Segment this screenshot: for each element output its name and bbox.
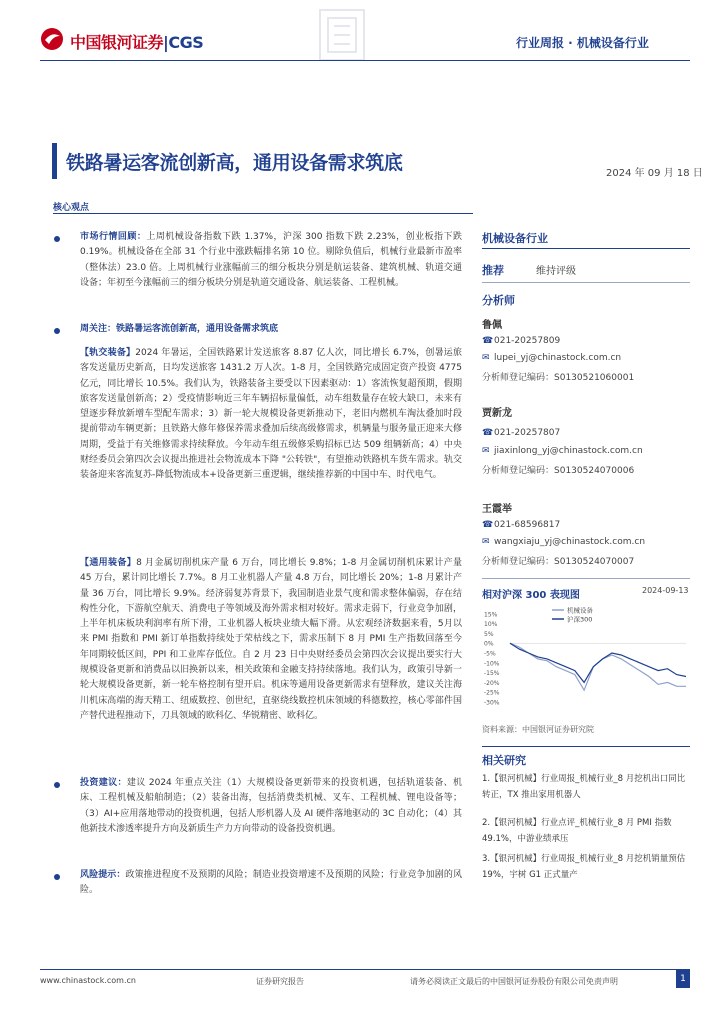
general-equipment-heading: 【通用装备】 bbox=[80, 558, 137, 568]
sidebar-divider bbox=[482, 282, 690, 283]
investment-advice-paragraph bbox=[80, 776, 462, 837]
analyst-reg: 分析师登记编码：S0130521060001 bbox=[482, 373, 635, 383]
analyst-phone: ☎021-68596817 bbox=[482, 520, 561, 530]
analyst-email[interactable]: ✉ jiaxinlong_yj@chinastock.com.cn bbox=[482, 446, 643, 456]
weekly-focus-heading: 周关注：铁路暑运客流创新高，通用设备需求筑底 bbox=[80, 324, 279, 334]
bullet-icon bbox=[54, 782, 60, 788]
section-label: 核心观点 bbox=[53, 203, 90, 213]
bullet-icon bbox=[54, 874, 60, 880]
general-equipment-text: 8 月金属切削机床产量 6 万台，同比增长 9.8%；1-8 月金属切削机床累计产量 45 万台，累计同比增长 7.7%。8 月工业机器人产量 4.8 万台，同比增长 20%；1-8 月累计产量 36 万台，同比增长 9.9%。经济弱复苏背景下，我国制造业景气度和需求整体偏弱，存在结构性分化，下游航空航天、消费电子等领域及海外需求相对较好。需求走弱下，行业竞争加剧，上半年机床板块利润率有所下滑，工业机器人板块业绩大幅下滑。从宏观经济数据来看，5月以来 PMI 指数和 PMI 新订单指数持续处于荣枯线之下，需求压制下 8 月 PMI 生产指数回落至今年同期较低区间，PPI 和工业库存低位。自 2 月 23 日中央财经委员会第四次会议提出要实行大规模设备更新和消费品以旧换新以来，相关政策和金融支持持续落地。我们认为，政策引导新一轮大规模设备更新，新一轮车格控制有望开启。机床等通用设备更新需求有望释放，建议关注海川机床高端的海天精工、纽威数控、创世纪，直驱绕线数控机床领域的科德数控，核心零部件国产替代进程推动下，刀具领域的欧科亿、华锐精密、欧科亿。 bbox=[80, 558, 462, 721]
phone-icon: ☎ bbox=[482, 336, 494, 346]
brand-logo-icon bbox=[40, 27, 64, 51]
sidebar-divider bbox=[482, 248, 690, 249]
analyst-name: 鲁佩 bbox=[482, 320, 502, 331]
investment-advice-text: 建议 2024 年重点关注（1）大规模设备更新带来的投资机遇，包括轨道装备、机床、工程机械及船舶制造；（2）装备出海，包括消费类机械、叉车、工程机械、锂电设备等；（3）AI+应用落地带动的投资机遇，包括人形机器人及 AI 硬件落地驱动的 3C 自动化；（4）其他新技术渗透率提升方向及新质生产力方向带动的设备投资机遇。 bbox=[80, 778, 462, 834]
analyst-email[interactable]: ✉ wangxiaju_yj@chinastock.com.cn bbox=[482, 537, 646, 547]
page-title: 铁路暑运客流创新高，通用设备需求筑底 bbox=[66, 152, 403, 174]
brand-logo-separator: | bbox=[163, 33, 169, 52]
footer-disclaimer: 请务必阅读正文最后的中国银河证券股份有限公司免责声明 bbox=[410, 977, 618, 986]
market-review-paragraph bbox=[80, 230, 462, 291]
sidebar-divider bbox=[482, 746, 690, 747]
legend-label: 机械设备 bbox=[567, 606, 593, 615]
report-type: 行业周报 · 机械设备行业 bbox=[516, 36, 649, 50]
report-date: 2024 年 09 月 18 日 bbox=[606, 168, 703, 179]
rail-equipment-paragraph bbox=[80, 346, 462, 484]
performance-chart bbox=[482, 598, 690, 710]
series-line-机械设备 bbox=[510, 643, 686, 690]
y-tick-label: 15% bbox=[484, 611, 498, 619]
analyst-reg: 分析师登记编码：S0130524070007 bbox=[482, 557, 635, 567]
title-accent-bar bbox=[52, 143, 57, 179]
legend-label: 沪深300 bbox=[567, 615, 593, 624]
bullet-icon bbox=[54, 236, 60, 242]
page-number: 1 bbox=[676, 970, 690, 988]
market-review-heading: 市场行情回顾： bbox=[80, 232, 147, 242]
brand-logo-name: 中国银河证券 bbox=[70, 33, 164, 52]
y-tick-label: -5% bbox=[484, 650, 496, 658]
related-title: 相关研究 bbox=[482, 754, 526, 767]
brand-logo bbox=[70, 30, 203, 53]
chart-source: 资料来源：中国银河证券研究院 bbox=[482, 725, 594, 734]
mail-icon: ✉ bbox=[482, 446, 490, 456]
y-tick-label: 5% bbox=[484, 630, 494, 638]
footer-website[interactable]: www.chinastock.com.cn bbox=[40, 976, 136, 985]
y-tick-label: 10% bbox=[484, 621, 498, 629]
analyst-section-title: 分析师 bbox=[482, 294, 515, 307]
rating-value: 维持评级 bbox=[536, 266, 576, 277]
rail-equipment-text: 2024 年暑运，全国铁路累计发送旅客 8.87 亿人次，同比增长 6.7%，创暑运旅客发送量历史新高，日均发送旅客 1431.2 万人次。1-8 月，全国铁路完成固定资产投资 4775 亿元，同比增长 10.5%。我们认为，铁路装备主要受以下因素驱动：1）客流恢复超预期，假期旅客发送量创新高；2）受疫情影响近三年车辆招标量偏低，动车组数量存在较大缺口，未来有望逐步释放新增车型配车需求；3）新一轮大规模设备更新推动下，老旧内燃机车淘汰叠加时段提前带动车辆更新；且铁路大修年修保养需求叠加后续高级修需求，机辆量与服务量正迎来大修周期，受益于有关维修需求持续释放。今年动车组五级修采购招标已达 509 组辆新高；4）中央财经委员会第四次会议提出推进社会物流成本下降 "公转铁"，有望推动铁路机车货车需求。轨交装备迎来客流复苏-降低物流成本+设备更新三重逻辑，继续推荐新的中国中车、时代电气。 bbox=[80, 348, 462, 481]
industry-title: 机械设备行业 bbox=[482, 232, 548, 245]
related-item[interactable]: 2.【银河机械】行业点评_机械行业_8 月 PMI 指数 49.1%，中游业绩承压 bbox=[482, 818, 672, 844]
rating-label: 推荐 bbox=[482, 264, 504, 277]
phone-icon: ☎ bbox=[482, 520, 494, 530]
analyst-email[interactable]: ✉ lupei_yj@chinastock.com.cn bbox=[482, 353, 622, 363]
related-item[interactable]: 3.【银河机械】行业周报_机械行业_8 月挖机销量预估 19%，宇树 G1 正式量产 bbox=[482, 854, 686, 880]
market-review-text: 上周机械设备指数下跌 1.37%，沪深 300 指数下跌 2.23%，创业板指下跌 0.19%。机械设备在全部 31 个行业中涨跌幅排名第 10 位。剔除负值后，机械行业最新市盈率（整体法）23.0 倍。上周机械行业涨幅前三的细分板块分别是航运装备、建筑机械、轨道交通设备；年初至今涨幅前三的细分板块分别是轨道交通设备、航运装备、工程机械。 bbox=[80, 232, 462, 288]
rail-equipment-heading: 【轨交装备】 bbox=[80, 348, 136, 358]
header-divider bbox=[40, 60, 690, 61]
footer-center: 证券研究报告 bbox=[256, 977, 304, 986]
y-tick-label: 0% bbox=[484, 640, 494, 648]
analyst-reg: 分析师登记编码：S0130524070006 bbox=[482, 466, 635, 476]
general-equipment-paragraph bbox=[80, 556, 462, 724]
y-tick-label: -10% bbox=[484, 660, 500, 668]
y-tick-label: -20% bbox=[484, 679, 500, 687]
y-tick-label: -30% bbox=[484, 699, 500, 707]
section-divider bbox=[53, 213, 473, 214]
analyst-name: 贾新龙 bbox=[482, 408, 512, 419]
sidebar-divider bbox=[482, 578, 690, 579]
analyst-phone: ☎021-20257809 bbox=[482, 336, 561, 346]
risk-warning-paragraph bbox=[80, 868, 462, 899]
y-tick-label: -25% bbox=[484, 689, 500, 697]
analyst-phone: ☎021-20257807 bbox=[482, 428, 561, 438]
mail-icon: ✉ bbox=[482, 353, 490, 363]
risk-warning-heading: 风险提示： bbox=[80, 870, 126, 880]
series-line-沪深300 bbox=[510, 643, 686, 682]
bullet-icon bbox=[54, 328, 60, 334]
risk-warning-text: 政策推进程度不及预期的风险；制造业投资增速不及预期的风险；行业竞争加剧的风险。 bbox=[80, 870, 462, 896]
investment-advice-heading: 投资建议： bbox=[80, 778, 127, 788]
phone-icon: ☎ bbox=[482, 428, 494, 438]
brand-logo-en: CGS bbox=[168, 33, 204, 52]
analyst-name: 王霞举 bbox=[482, 504, 512, 515]
chart-date: 2024-09-13 bbox=[642, 586, 689, 595]
related-item[interactable]: 1.【银河机械】行业周报_机械行业_8 月挖机出口同比转正，TX 推出家用机器人 bbox=[482, 774, 686, 800]
chart-title: 相对沪深 300 表现图 bbox=[482, 590, 580, 601]
mail-icon: ✉ bbox=[482, 537, 490, 547]
y-tick-label: -15% bbox=[484, 670, 500, 678]
footer-divider bbox=[40, 969, 690, 970]
watermark-icon bbox=[318, 8, 366, 62]
